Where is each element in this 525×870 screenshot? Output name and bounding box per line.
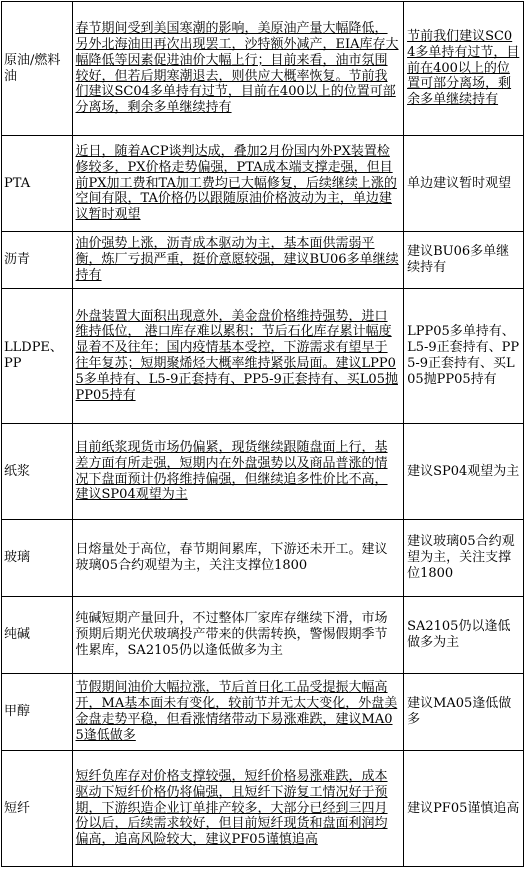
advice-text: 建议MA05逢低做多 bbox=[404, 674, 524, 751]
table-row bbox=[2, 232, 524, 289]
table-row bbox=[2, 597, 524, 674]
analysis-text: 日熔量处于高位，春节期间累库，下游还未开工。建议玻璃05合约观望为主，关注支撑位1800 bbox=[72, 520, 404, 597]
analysis-text: 油价强势上涨，沥青成本驱动为主，基本面供需弱平衡，炼厂亏损严重，挺价意愿较强，建议BU06多单继续持有 bbox=[72, 232, 404, 289]
table-row bbox=[2, 520, 524, 597]
commodity-name: 纸浆 bbox=[2, 424, 73, 520]
commodity-name: LLDPE、PP bbox=[2, 289, 73, 424]
commodity-name: 短纤 bbox=[2, 751, 73, 867]
commodity-strategy-table bbox=[1, 1, 524, 867]
advice-text: 建议玻璃05合约观望为主，关注支撑位1800 bbox=[404, 520, 524, 597]
commodity-name: 甲醇 bbox=[2, 674, 73, 751]
analysis-text: 近日，随着ACP谈判达成，叠加2月份国内外PX装置检修较多，PX价格走势偏强，PTA成本端支撑走强，但目前PX加工费和TA加工费均已大幅修复，后续继续上涨的空间有限，TA价格仍以跟随原油价格波动为主，单边建议暂时观望 bbox=[72, 136, 404, 232]
table-row bbox=[2, 751, 524, 867]
analysis-text: 节假期间油价大幅拉涨，节后首日化工品受提振大幅高开，MA基本面未有变化，较前节并无太大变化，外盘美金盘走势平稳，但看涨情绪带动下易涨难跌，建议MA05逢低做多 bbox=[72, 674, 404, 751]
table-row bbox=[2, 674, 524, 751]
commodity-name: 原油/燃料油 bbox=[2, 2, 73, 136]
advice-text: 建议BU06多单继续持有 bbox=[404, 232, 524, 289]
advice-text: 单边建议暂时观望 bbox=[404, 136, 524, 232]
advice-text: 节前我们建议SC04多单持有过节，目前在400以上的位置可部分离场，剩余多单继续持有 bbox=[404, 2, 524, 136]
advice-text: 建议PF05谨慎追高 bbox=[404, 751, 524, 867]
commodity-name: 沥青 bbox=[2, 232, 73, 289]
commodity-name: 纯碱 bbox=[2, 597, 73, 674]
advice-text: LPP05多单持有、L5-9正套持有、PP5-9正套持有、买L05抛PP05持有 bbox=[404, 289, 524, 424]
commodity-name: 玻璃 bbox=[2, 520, 73, 597]
commodity-name: PTA bbox=[2, 136, 73, 232]
analysis-text: 目前纸浆现货市场仍偏紧，现货继续跟随盘面上行，基差方面有所走强，短期内在外盘强势以及商品普涨的情况下盘面预计仍将维持偏强，但继续追多性价比不高，建议SP04观望为主 bbox=[72, 424, 404, 520]
analysis-text: 纯碱短期产量回升，不过整体厂家库存继续下滑，市场预期后期光伏玻璃投产带来的供需转换，警惕假期季节性累库，SA2105仍以逢低做多为主 bbox=[72, 597, 404, 674]
advice-text: SA2105仍以逢低做多为主 bbox=[404, 597, 524, 674]
table-row bbox=[2, 289, 524, 424]
table-row bbox=[2, 2, 524, 136]
table-row bbox=[2, 136, 524, 232]
analysis-text: 春节期间受到美国寒潮的影响，美原油产量大幅降低，另外北海油田再次出现罢工，沙特额外减产，EIA库存大幅降低等因素促进油价大幅上行；目前来看，油市氛围较好，但若后期寒潮退去，则供应大概率恢复。节前我们建议SC04多单持有过节，目前在400以上的位置可部分离场，剩余多单继续持有 bbox=[72, 2, 404, 136]
analysis-text: 外盘装置大面积出现意外，美金盘价格维持强势，进口维持低位， 港口库存难以累积；节后石化库存累计幅度显着不及往年；国内疫情基本受控，下游需求有望早于往年复苏；短期聚烯烃大概率维持紧张局面。建议LPP05多单持有、L5-9正套持有、PP5-9正套持有、买L05抛PP05持有 bbox=[72, 289, 404, 424]
advice-text: 建议SP04观望为主 bbox=[404, 424, 524, 520]
analysis-text: 短纤负库存对价格支撑较强，短纤价格易涨难跌，成本驱动下短纤价格仍将偏强，且短纤下游复工情况好于预期，下游织造企业订单排产较多，大部分已经到三四月份以后，后续需求较好，但目前短纤现货和盘面利润均偏高，追高风险较大，建议PF05谨慎追高 bbox=[72, 751, 404, 867]
table-row bbox=[2, 424, 524, 520]
